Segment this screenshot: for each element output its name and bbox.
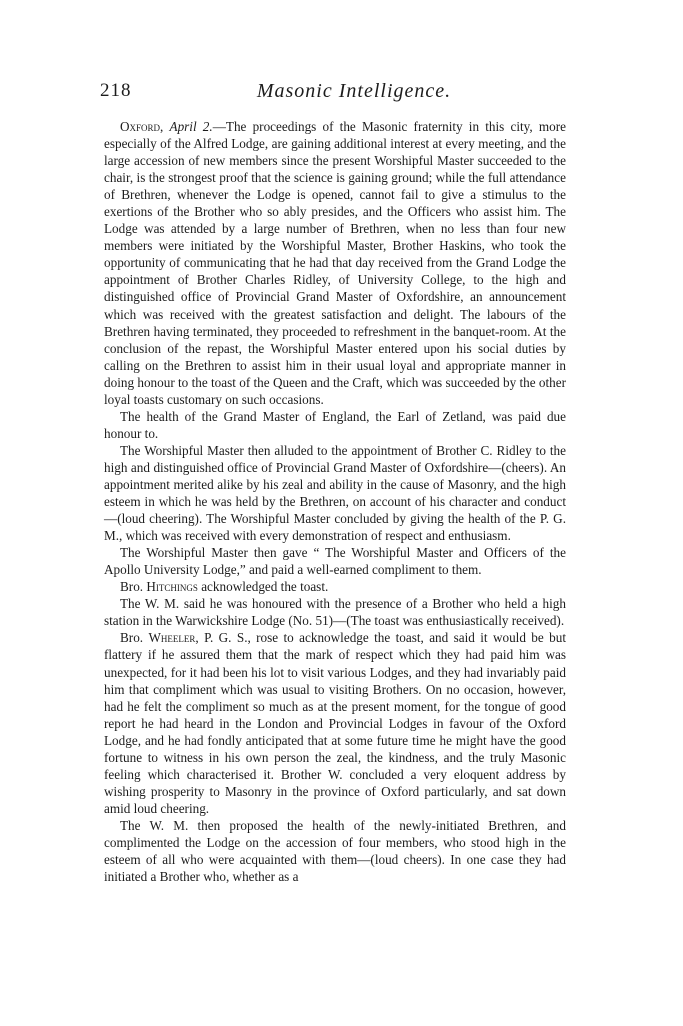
speaker-name: Wheeler, [148,630,199,646]
paragraph-text: The health of the Grand Master of England, the Earl of Zetland, was paid due honour to. [104,408,566,441]
article-body [104,118,566,885]
paragraph-text: —The proceedings of the Masonic fraternity in this city, more especially of the Alfred Lodge, are gaining additional interest at every meeting, and the large accession of new members since the present Worshipful Master succeeded to the chair, is the strongest proof that the science is gaining ground; while the full attendance of Brethren, whenever the Lodge is opened, cannot fail to give a stimulus to the exertions of the Brother who so ably presides, and the Officers who assist him. The Lodge was attended by a large number of Brethren, when no less than four new members were initiated by the Worshipful Master, Brother Haskins, who took the opportunity of communicating that he had that day received from the Grand Lodge the appointment of Brother Charles Ridley, of University College, to the high and distinguished office of Provincial Grand Master of Oxfordshire, an announcement which was received with the greatest satisfaction and delight. The labours of the Brethren having terminated, they proceeded to refreshment in the banquet-room. At the conclusion of the repast, the Worshipful Master entered upon his social duties by calling on the Brethren to assist him in their usual loyal and appropriate manner in doing honour to the toast of the Queen and the Craft, which was succeeded by the other loyal toasts customary on such occasions. [104,119,566,407]
paragraph-text: The Worshipful Master then alluded to the appointment of Brother C. Ridley to the high and distinguished office of Provincial Grand Master of Oxfordshire—(cheers). An appointment merited alike by his zeal and ability in the cause of Masonry, and the high esteem in which he was held by the Brethren, on account of his character and conduct—(loud cheering). The Worshipful Master concluded by giving the health of the P. G. M., which was received with every demonstration of respect and enthusiasm. [104,442,566,544]
page-number: 218 [100,80,132,101]
speaker-prefix: Bro. [120,579,144,595]
paragraph-text: The W. M. said he was honoured with the presence of a Brother who held a high station in the Warwickshire Lodge (No. 51)—(The toast was enthusiastically received). [104,596,566,629]
paragraph-text: P. G. S., rose to acknowledge the toast, and said it would be but flattery if he assured them that the mark of respect which they had paid him was unexpected, for it had been his lot to visit various Lodges, and they had invariably paid him that compliment which was usual to visiting Brothers. On no occasion, however, had he felt the compliment so much as at the present moment, for the tongue of good report he had heard in the London and Provincial Lodges in favour of the Oxford Lodge, and he had fondly anticipated that at some future time he might have the good fortune to witness in his own person the zeal, the kindness, and the truly Masonic feeling which characterised it. Brother W. concluded a very eloquent address by wishing prosperity to Masonry in the province of Oxford particularly, and sat down amid loud cheering. [104,630,566,816]
paragraph-apollo-lodge-toast [104,544,566,578]
paragraph-wheeler [104,629,566,817]
paragraph-provincial-grand-master [104,442,566,544]
paragraph-text: The W. M. then proposed the health of the newly-initiated Brethren, and complimented the Lodge on the accession of four members, who stood high in the esteem of all who were acquainted with them—(loud cheers). In one case they had initiated a Brother who, whether as a [104,817,566,885]
paragraph-text: The Worshipful Master then gave “ The Worshipful Master and Officers of the Apollo University Lodge,” and paid a well-earned compliment to them. [104,545,566,578]
running-title: Masonic Intelligence. [256,80,452,102]
speaker-prefix: Bro. [120,630,144,646]
paragraph-oxford-report [104,118,566,408]
paragraph-grand-master-toast [104,408,566,442]
running-header [100,80,568,106]
speaker-name: Hitchings [146,579,198,595]
date-heading: April 2. [169,119,213,134]
place-heading: Oxford, [120,119,164,134]
paragraph-warwickshire [104,595,566,629]
paragraph-new-brethren [104,817,566,885]
paragraph-hitchings [104,578,566,595]
paragraph-text: acknowledged the toast. [197,579,329,595]
